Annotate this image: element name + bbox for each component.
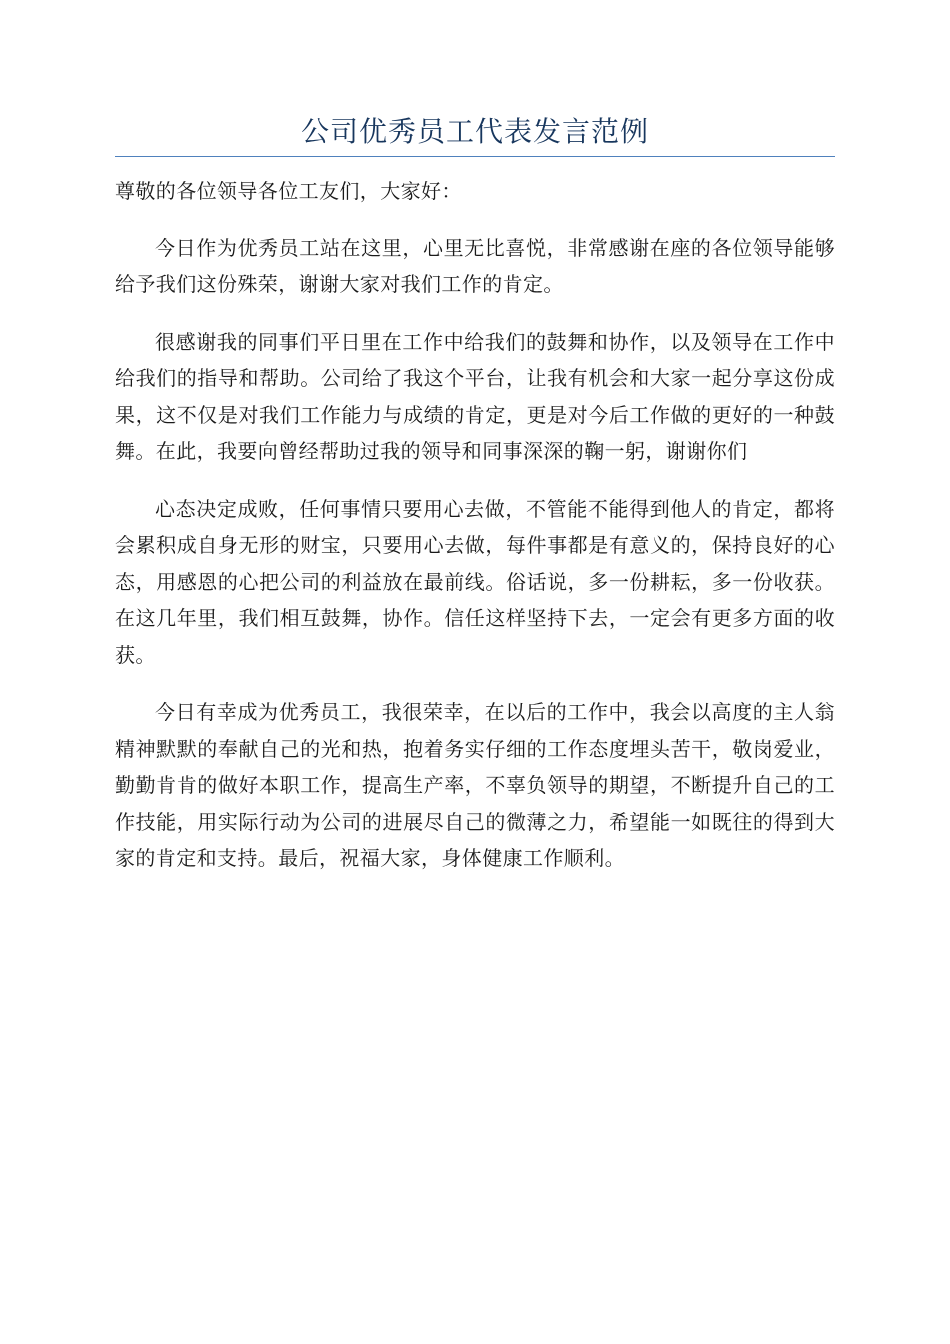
paragraph-2: 很感谢我的同事们平日里在工作中给我们的鼓舞和协作，以及领导在工作中给我们的指导和帮助。公司给了我这个平台，让我有机会和大家一起分享这份成果，这不仅是对我们工作能力与成绩的肯定，更是对今后工作做的更好的一种鼓舞。在此，我要向曾经帮助过我的领导和同事深深的鞠一躬，谢谢你们 [115,329,835,463]
page-title: 公司优秀员工代表发言范例 [300,115,649,148]
paragraph-4: 今日有幸成为优秀员工，我很荣幸，在以后的工作中，我会以高度的主人翁精神默默的奉献自己的光和热，抱着务实仔细的工作态度埋头苦干，敬岗爱业，勤勤肯肯的做好本职工作，提高生产率，不辜负领导的期望，不断提升自己的工作技能，用实际行动为公司的进展尽自己的微薄之力，希望能一如既往的得到大家的肯定和支持。最后，祝福大家，身体健康工作顺利。 [115,700,835,870]
paragraph-3: 心态决定成败，任何事情只要用心去做，不管能不能得到他人的肯定，都将会累积成自身无形的财宝，只要用心去做，每件事都是有意义的，保持良好的心态，用感恩的心把公司的利益放在最前线。俗话说，多一份耕耘，多一份收获。在这几年里，我们相互鼓舞，协作。信任这样坚持下去，一定会有更多方面的收获。 [115,496,835,667]
document-body [115,173,835,898]
paragraph-1: 今日作为优秀员工站在这里，心里无比喜悦，非常感谢在座的各位领导能够给予我们这份殊荣，谢谢大家对我们工作的肯定。 [115,235,835,296]
greeting-line: 尊敬的各位领导各位工友们，大家好： [115,179,462,203]
title-block [115,110,835,157]
